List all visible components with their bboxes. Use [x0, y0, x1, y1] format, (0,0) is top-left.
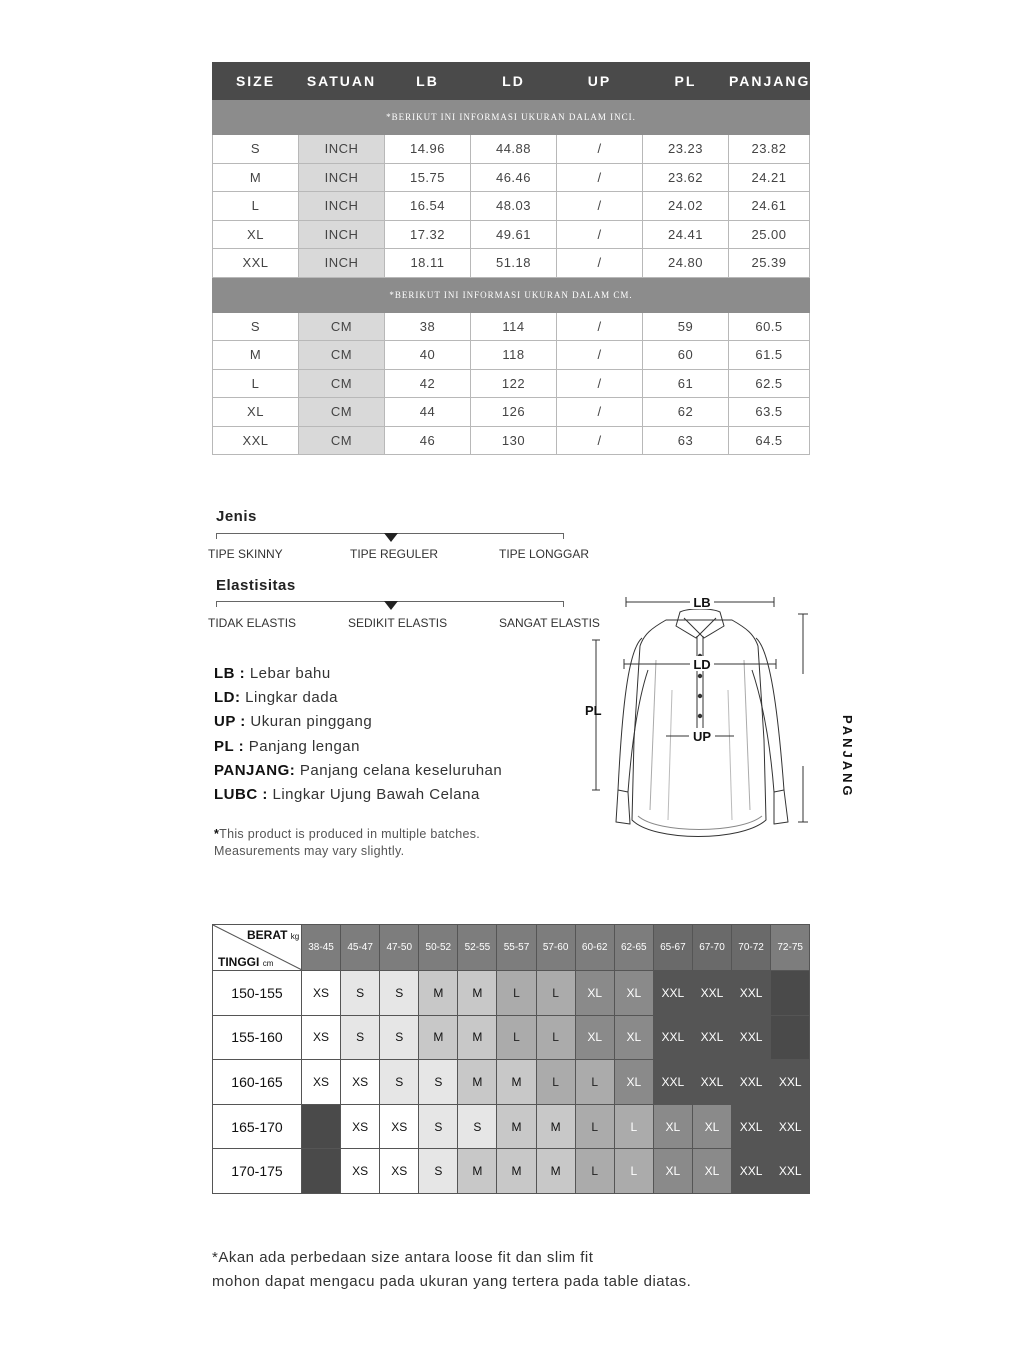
size-cell-satuan: CM [299, 312, 385, 341]
weight-range-header: 50-52 [419, 925, 458, 971]
recommended-size-cell: XXL [732, 1015, 771, 1060]
size-header-panjang: PANJANG [729, 63, 810, 100]
recommended-size-cell: S [380, 1060, 419, 1105]
table-row [213, 249, 810, 278]
size-cell-panjang: 23.82 [729, 135, 810, 164]
recommended-size-cell: S [458, 1104, 497, 1149]
size-cell-panjang: 62.5 [729, 369, 810, 398]
recommended-size-cell [302, 1104, 341, 1149]
weight-range-header: 52-55 [458, 925, 497, 971]
definition-term: UP : [214, 713, 246, 731]
elastisitas-option-sedikit: SEDIKIT ELASTIS [348, 616, 448, 630]
definition-item [214, 713, 502, 737]
table-row [213, 341, 810, 370]
size-cell-up: / [557, 220, 643, 249]
recommended-size-cell: M [419, 971, 458, 1016]
recommended-size-cell: S [419, 1104, 458, 1149]
weight-header-row [213, 925, 810, 971]
recommended-size-cell: L [536, 1015, 575, 1060]
size-cell-up: / [557, 341, 643, 370]
recommended-size-cell: XL [575, 971, 614, 1016]
jenis-title: Jenis [216, 508, 257, 525]
recommended-size-cell: L [497, 1015, 536, 1060]
fit-note-line-1: *Akan ada perbedaan size antara loose fit dan slim fit [212, 1249, 594, 1266]
batch-disclaimer [214, 826, 480, 860]
weight-range-header: 55-57 [497, 925, 536, 971]
size-cell-size: S [213, 312, 299, 341]
size-cell-lb: 14.96 [385, 135, 471, 164]
size-cell-panjang: 63.5 [729, 398, 810, 427]
definition-term: LD: [214, 689, 241, 707]
unit-note: *BERIKUT INI INFORMASI UKURAN DALAM CM. [213, 277, 810, 312]
recommended-size-cell: M [458, 1149, 497, 1194]
height-range-label: 150-155 [213, 971, 302, 1016]
weight-range-header: 65-67 [653, 925, 692, 971]
size-cell-panjang: 25.39 [729, 249, 810, 278]
weight-height-size-table [212, 924, 810, 1194]
garment-label-panjang: PANJANG [840, 715, 855, 799]
size-cell-lb: 15.75 [385, 163, 471, 192]
recommended-size-cell: S [380, 971, 419, 1016]
size-cell-satuan: CM [299, 398, 385, 427]
recommended-size-cell: XXL [692, 1015, 731, 1060]
unit-note: *BERIKUT INI INFORMASI UKURAN DALAM INCI. [213, 100, 810, 135]
weight-range-header: 62-65 [614, 925, 653, 971]
size-header-up: UP [557, 63, 643, 100]
size-cell-satuan: CM [299, 426, 385, 455]
recommended-size-cell: XS [302, 1015, 341, 1060]
recommended-size-cell: M [458, 1060, 497, 1105]
size-cell-size: L [213, 369, 299, 398]
definition-term: LB : [214, 665, 246, 682]
jenis-option-reguler: TIPE REGULER [350, 547, 439, 561]
garment-label-lb: LB [693, 595, 711, 610]
size-cell-lb: 17.32 [385, 220, 471, 249]
size-cell-ld: 122 [471, 369, 557, 398]
recommended-size-cell: M [458, 971, 497, 1016]
size-cell-size: L [213, 192, 299, 221]
recommended-size-cell: XXL [771, 1104, 810, 1149]
size-cell-size: M [213, 163, 299, 192]
size-cell-lb: 42 [385, 369, 471, 398]
size-cell-pl: 24.02 [643, 192, 729, 221]
definition-item [214, 665, 502, 689]
recommended-size-cell: S [380, 1015, 419, 1060]
definition-desc: Lingkar Ujung Bawah Celana [272, 785, 480, 803]
jenis-option-skinny: TIPE SKINNY [208, 547, 283, 561]
table-row [213, 1060, 810, 1105]
table-row [213, 312, 810, 341]
size-cell-ld: 44.88 [471, 135, 557, 164]
recommended-size-cell: M [497, 1104, 536, 1149]
recommended-size-cell: XS [341, 1104, 380, 1149]
recommended-size-cell: XXL [732, 1060, 771, 1105]
garment-label-pl: PL [585, 703, 602, 718]
size-cell-pl: 24.80 [643, 249, 729, 278]
recommended-size-cell: L [536, 1060, 575, 1105]
recommended-size-cell: S [341, 971, 380, 1016]
tinggi-label: TINGGI cm [218, 955, 274, 969]
size-cell-up: / [557, 312, 643, 341]
definition-desc: Lingkar dada [245, 689, 338, 707]
garment-right-sleeve [752, 638, 784, 792]
recommended-size-cell: XS [302, 1060, 341, 1105]
size-cell-size: XXL [213, 426, 299, 455]
definition-item [214, 738, 502, 762]
definition-term: PANJANG: [214, 761, 296, 779]
definition-item [214, 689, 502, 713]
size-cell-lb: 16.54 [385, 192, 471, 221]
recommended-size-cell: L [497, 971, 536, 1016]
weight-range-header: 67-70 [692, 925, 731, 971]
size-chart-header-row [213, 63, 810, 100]
recommended-size-cell: M [419, 1015, 458, 1060]
disclaimer-line-2: Measurements may vary slightly. [214, 844, 405, 858]
table-row [213, 192, 810, 221]
garment-label-ld: LD [693, 657, 711, 672]
size-cell-up: / [557, 163, 643, 192]
recommended-size-cell: L [536, 971, 575, 1016]
elastisitas-option-sangat: SANGAT ELASTIS [499, 616, 600, 630]
size-cell-pl: 59 [643, 312, 729, 341]
size-cell-pl: 23.62 [643, 163, 729, 192]
disclaimer-line-1: This product is produced in multiple batches. [219, 827, 481, 841]
size-cell-panjang: 24.61 [729, 192, 810, 221]
size-cell-lb: 46 [385, 426, 471, 455]
size-cell-pl: 63 [643, 426, 729, 455]
table-row [213, 1104, 810, 1149]
recommended-size-cell: XXL [732, 1104, 771, 1149]
recommended-size-cell: XXL [732, 1149, 771, 1194]
size-header-size: SIZE [213, 63, 299, 100]
weight-range-header: 57-60 [536, 925, 575, 971]
size-cell-satuan: INCH [299, 192, 385, 221]
recommended-size-cell: XXL [771, 1060, 810, 1105]
recommended-size-cell: XXL [653, 1060, 692, 1105]
table-row [213, 220, 810, 249]
recommended-size-cell: XL [575, 1015, 614, 1060]
size-cell-satuan: CM [299, 341, 385, 370]
table-row [213, 971, 810, 1016]
size-cell-ld: 49.61 [471, 220, 557, 249]
size-cell-size: XL [213, 220, 299, 249]
height-range-label: 165-170 [213, 1104, 302, 1149]
berat-label: BERAT kg [247, 928, 300, 942]
disclaimer-star: * [214, 827, 220, 841]
garment-label-up: UP [692, 729, 712, 744]
size-cell-ld: 48.03 [471, 192, 557, 221]
size-cell-up: / [557, 426, 643, 455]
size-cell-satuan: INCH [299, 220, 385, 249]
measurement-definitions [214, 665, 502, 810]
weight-range-header: 72-75 [771, 925, 810, 971]
height-range-label: 155-160 [213, 1015, 302, 1060]
elastisitas-option-tidak: TIDAK ELASTIS [208, 616, 297, 630]
recommended-size-cell [302, 1149, 341, 1194]
weight-range-header: 70-72 [732, 925, 771, 971]
size-cell-satuan: INCH [299, 163, 385, 192]
recommended-size-cell [771, 971, 810, 1016]
table-row [213, 369, 810, 398]
weight-range-header: 38-45 [302, 925, 341, 971]
size-cell-size: XXL [213, 249, 299, 278]
recommended-size-cell: XL [653, 1149, 692, 1194]
size-cell-panjang: 25.00 [729, 220, 810, 249]
size-cell-satuan: INCH [299, 135, 385, 164]
recommended-size-cell: XL [614, 1060, 653, 1105]
recommended-size-cell: M [536, 1149, 575, 1194]
size-header-ld: LD [471, 63, 557, 100]
definition-item [214, 762, 502, 786]
size-cell-size: M [213, 341, 299, 370]
size-cell-panjang: 60.5 [729, 312, 810, 341]
size-cell-pl: 62 [643, 398, 729, 427]
recommended-size-cell: M [458, 1015, 497, 1060]
size-cell-ld: 126 [471, 398, 557, 427]
size-cell-lb: 18.11 [385, 249, 471, 278]
size-chart-table [212, 62, 810, 455]
definition-desc: Lebar bahu [249, 665, 331, 682]
recommended-size-cell: S [341, 1015, 380, 1060]
recommended-size-cell [771, 1015, 810, 1060]
size-cell-ld: 51.18 [471, 249, 557, 278]
size-cell-pl: 24.41 [643, 220, 729, 249]
definition-term: LUBC : [214, 785, 268, 803]
recommended-size-cell: XS [380, 1149, 419, 1194]
unit-note-row [213, 100, 810, 135]
table-row [213, 1149, 810, 1194]
table-row [213, 398, 810, 427]
size-cell-pl: 23.23 [643, 135, 729, 164]
size-cell-up: / [557, 135, 643, 164]
recommended-size-cell: XS [341, 1149, 380, 1194]
table-row [213, 1015, 810, 1060]
recommended-size-cell: XL [614, 971, 653, 1016]
size-cell-up: / [557, 369, 643, 398]
size-cell-lb: 40 [385, 341, 471, 370]
size-header-lb: LB [385, 63, 471, 100]
weight-range-header: 47-50 [380, 925, 419, 971]
size-cell-pl: 61 [643, 369, 729, 398]
table-row [213, 135, 810, 164]
size-cell-up: / [557, 398, 643, 427]
definition-term: PL : [214, 737, 245, 755]
size-cell-panjang: 64.5 [729, 426, 810, 455]
size-cell-lb: 44 [385, 398, 471, 427]
size-cell-up: / [557, 192, 643, 221]
recommended-size-cell: XL [692, 1149, 731, 1194]
recommended-size-cell: XXL [732, 971, 771, 1016]
recommended-size-cell: M [536, 1104, 575, 1149]
table-row [213, 426, 810, 455]
jenis-option-longgar: TIPE LONGGAR [499, 547, 590, 561]
recommended-size-cell: M [497, 1149, 536, 1194]
recommended-size-cell: XS [302, 971, 341, 1016]
size-cell-satuan: CM [299, 369, 385, 398]
recommended-size-cell: L [575, 1149, 614, 1194]
size-cell-panjang: 61.5 [729, 341, 810, 370]
elastisitas-selected-marker [384, 601, 398, 610]
size-cell-ld: 114 [471, 312, 557, 341]
recommended-size-cell: XL [653, 1104, 692, 1149]
recommended-size-cell: XS [341, 1060, 380, 1105]
recommended-size-cell: XXL [692, 971, 731, 1016]
recommended-size-cell: XXL [653, 1015, 692, 1060]
recommended-size-cell: L [614, 1104, 653, 1149]
recommended-size-cell: XL [614, 1015, 653, 1060]
size-cell-pl: 60 [643, 341, 729, 370]
size-cell-panjang: 24.21 [729, 163, 810, 192]
recommended-size-cell: XXL [653, 971, 692, 1016]
elastisitas-title: Elastisitas [216, 577, 296, 594]
unit-note-row [213, 277, 810, 312]
recommended-size-cell: XXL [692, 1060, 731, 1105]
size-cell-satuan: INCH [299, 249, 385, 278]
fit-note-line-2: mohon dapat mengacu pada ukuran yang tertera pada table diatas. [212, 1272, 692, 1290]
size-cell-lb: 38 [385, 312, 471, 341]
recommended-size-cell: XS [380, 1104, 419, 1149]
fit-note [212, 1246, 691, 1293]
size-cell-up: / [557, 249, 643, 278]
definition-desc: Panjang lengan [248, 737, 360, 755]
size-header-satuan: SATUAN [299, 63, 385, 100]
size-cell-ld: 118 [471, 341, 557, 370]
weight-range-header: 45-47 [341, 925, 380, 971]
size-cell-size: XL [213, 398, 299, 427]
definition-desc: Panjang celana keseluruhan [299, 761, 503, 779]
size-cell-size: S [213, 135, 299, 164]
recommended-size-cell: S [419, 1149, 458, 1194]
size-header-pl: PL [643, 63, 729, 100]
recommended-size-cell: XXL [771, 1149, 810, 1194]
height-range-label: 170-175 [213, 1149, 302, 1194]
weight-range-header: 60-62 [575, 925, 614, 971]
definition-desc: Ukuran pinggang [250, 713, 373, 731]
recommended-size-cell: M [497, 1060, 536, 1105]
recommended-size-cell: XL [692, 1104, 731, 1149]
recommended-size-cell: S [419, 1060, 458, 1105]
table-corner-header [213, 925, 302, 971]
table-row [213, 163, 810, 192]
height-range-label: 160-165 [213, 1060, 302, 1105]
jenis-selected-marker [384, 533, 398, 542]
definition-item [214, 786, 502, 810]
shirt-dress-illustration [585, 590, 855, 865]
recommended-size-cell: L [575, 1104, 614, 1149]
size-cell-ld: 130 [471, 426, 557, 455]
recommended-size-cell: L [575, 1060, 614, 1105]
size-cell-ld: 46.46 [471, 163, 557, 192]
recommended-size-cell: L [614, 1149, 653, 1194]
